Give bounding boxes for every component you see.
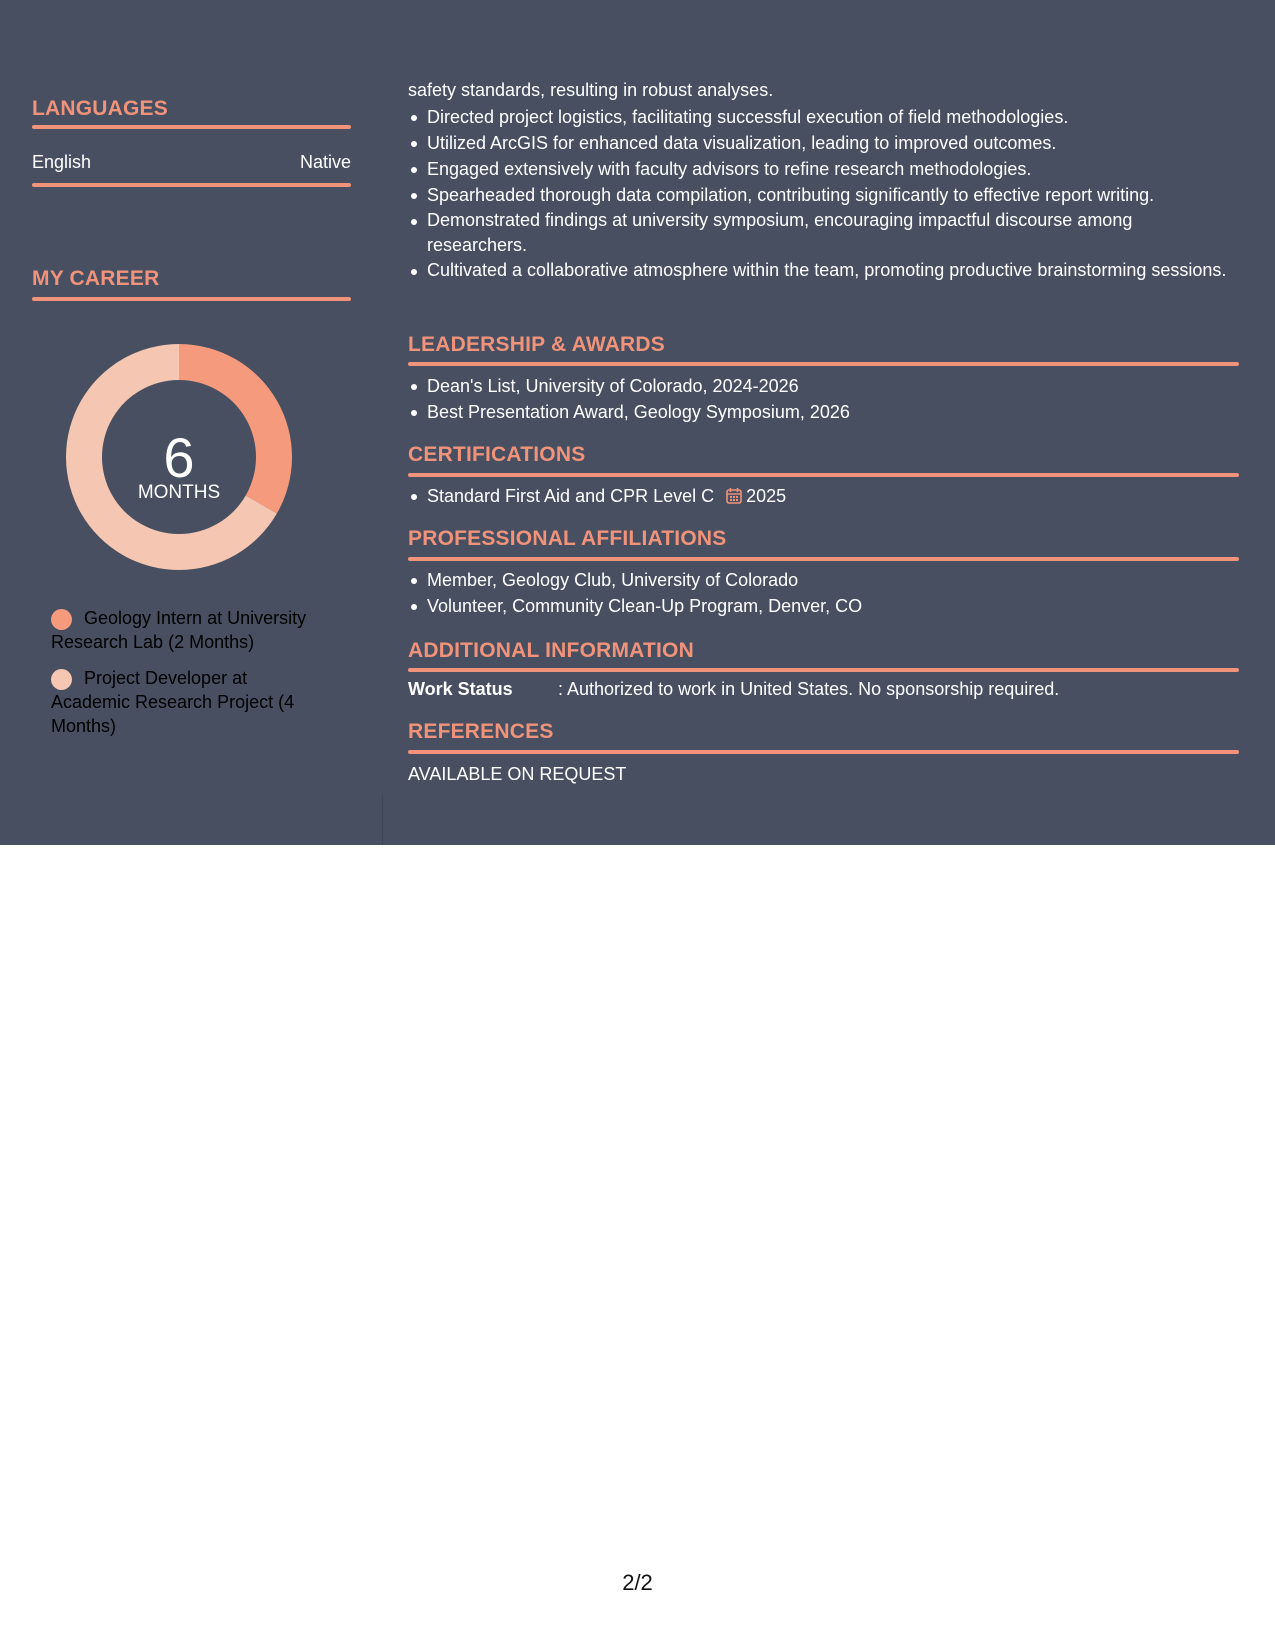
page-number: 2/2 xyxy=(622,1570,653,1595)
legend-dot-icon xyxy=(51,609,72,630)
certification-name: Standard First Aid and CPR Level C xyxy=(427,486,715,506)
experience-bullet: Engaged extensively with faculty advisors to refine research methodologies. xyxy=(427,156,1227,182)
certifications-list xyxy=(408,483,1227,509)
references-title-rule xyxy=(408,750,1239,754)
additional-info-title: ADDITIONAL INFORMATION xyxy=(408,639,694,662)
experience-bullet: Demonstrated findings at university symposium, encouraging impactful discourse among researchers. xyxy=(427,208,1227,258)
language-level-bar xyxy=(32,183,351,187)
experience-bullet: Utilized ArcGIS for enhanced data visualization, leading to improved outcomes. xyxy=(427,130,1227,156)
career-title: MY CAREER xyxy=(32,267,160,290)
leadership-title: LEADERSHIP & AWARDS xyxy=(408,333,665,356)
affiliations-list xyxy=(408,567,1227,619)
experience-bullets xyxy=(408,104,1227,283)
career-total-unit: MONTHS xyxy=(137,482,221,503)
language-row xyxy=(32,152,351,173)
certifications-title: CERTIFICATIONS xyxy=(408,443,586,466)
affiliations-title: PROFESSIONAL AFFILIATIONS xyxy=(408,527,727,550)
experience-bullet: Directed project logistics, facilitating successful execution of field methodologies. xyxy=(427,104,1227,130)
affiliation-item: Volunteer, Community Clean-Up Program, Denver, CO xyxy=(427,593,1227,619)
affiliations-title-rule xyxy=(408,557,1239,561)
work-status-label: Work Status xyxy=(408,679,513,699)
certifications-title-rule xyxy=(408,473,1239,477)
leadership-item: Best Presentation Award, Geology Symposium, 2026 xyxy=(427,399,1227,425)
leadership-list xyxy=(408,373,1227,425)
career-title-rule xyxy=(32,297,351,301)
references-title: REFERENCES xyxy=(408,720,554,743)
career-donut-chart xyxy=(32,342,326,572)
career-total-value: 6 xyxy=(163,426,195,489)
certification-item xyxy=(427,483,1227,509)
legend-dot-icon xyxy=(51,669,72,690)
work-status-value: : Authorized to work in United States. No sponsorship required. xyxy=(558,679,1060,699)
career-legend-item xyxy=(51,666,321,738)
affiliation-item: Member, Geology Club, University of Colorado xyxy=(427,567,1227,593)
career-legend-item xyxy=(51,606,321,654)
career-legend-label: Project Developer at Academic Research Project (4 Months) xyxy=(51,668,295,736)
additional-info-title-rule xyxy=(408,668,1239,672)
work-status-row xyxy=(408,679,1240,700)
language-level: Native xyxy=(299,152,351,172)
languages-title: LANGUAGES xyxy=(32,97,168,120)
leadership-title-rule xyxy=(408,362,1239,366)
experience-continued-text: safety standards, resulting in robust analyses. xyxy=(408,80,774,100)
language-name: English xyxy=(32,152,92,172)
calendar-icon xyxy=(726,487,742,504)
certification-year: 2025 xyxy=(746,486,787,506)
experience-bullet: Spearheaded thorough data compilation, contributing significantly to effective report writing. xyxy=(427,182,1227,208)
languages-title-rule xyxy=(32,125,351,129)
career-legend-label: Geology Intern at University Research Lab (2 Months) xyxy=(51,608,307,652)
experience-bullet: Cultivated a collaborative atmosphere within the team, promoting productive brainstorming sessions. xyxy=(427,258,1227,283)
references-text: AVAILABLE ON REQUEST xyxy=(408,764,627,784)
leadership-item: Dean's List, University of Colorado, 2024-2026 xyxy=(427,373,1227,399)
career-legend xyxy=(51,606,321,750)
column-divider xyxy=(382,795,383,845)
